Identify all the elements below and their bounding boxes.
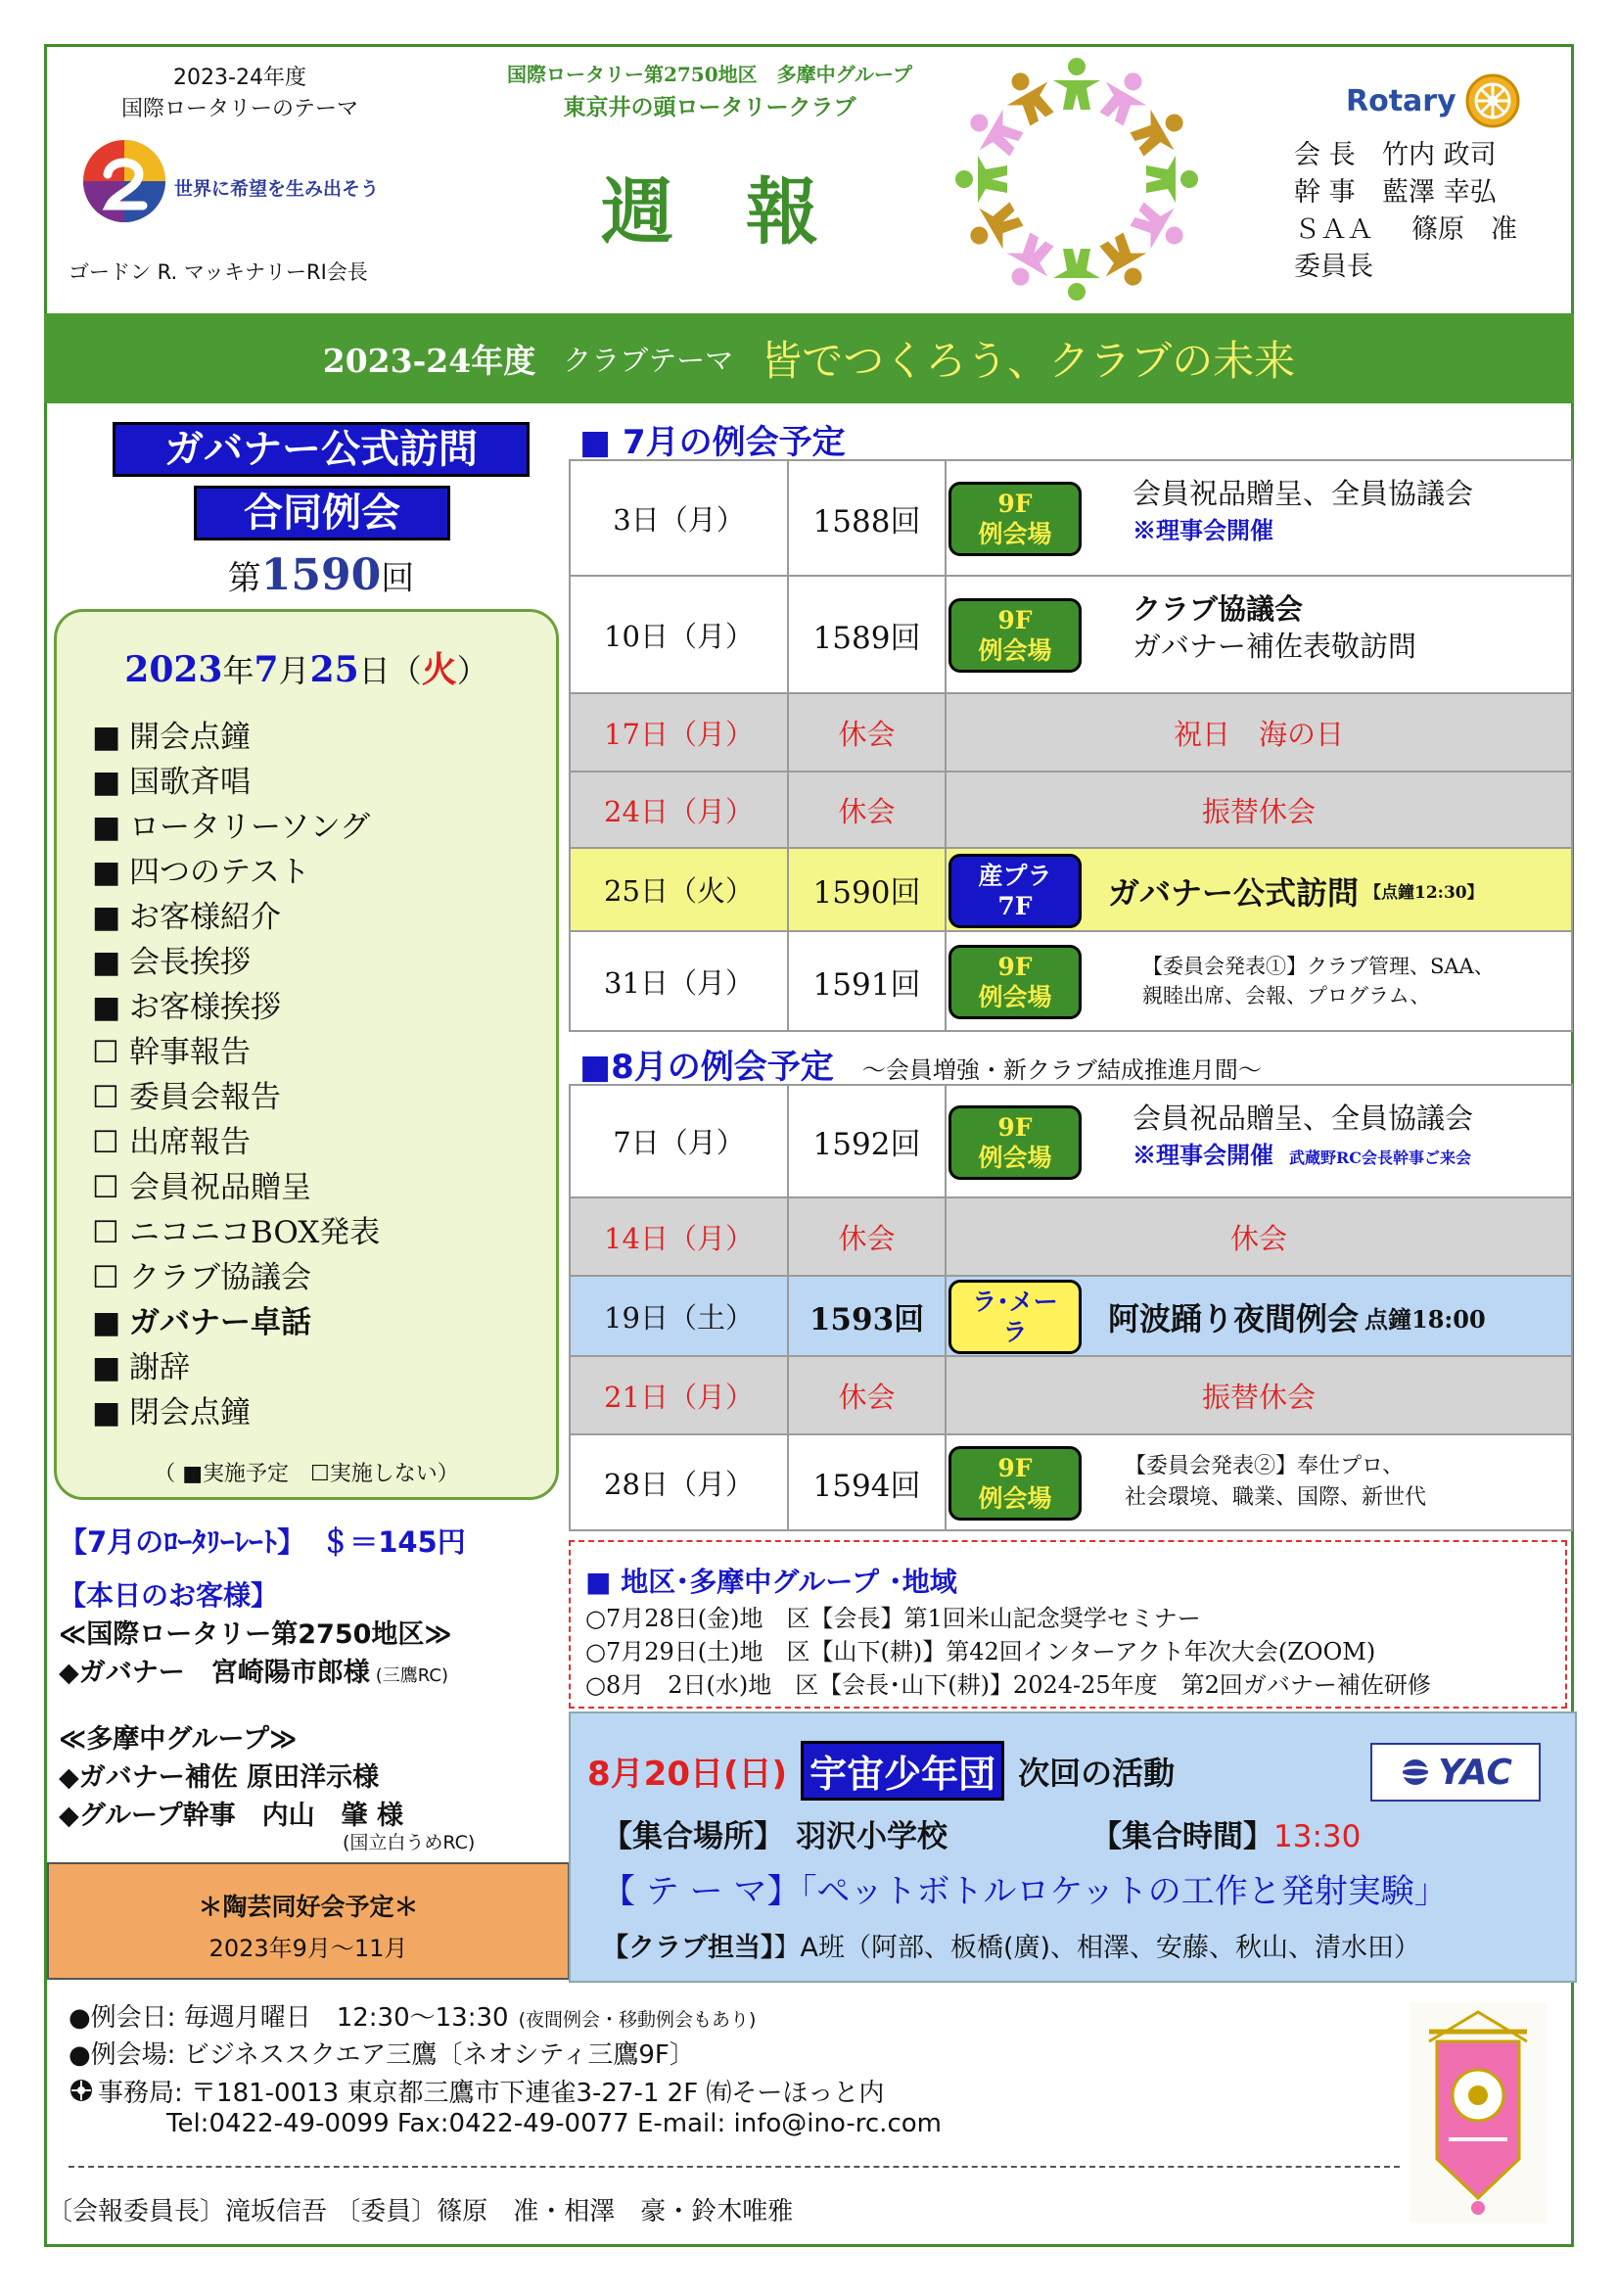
agenda-item [92, 1165, 542, 1210]
schedule-line: 【委員会発表①】クラブ管理、SAA、 [1142, 955, 1495, 978]
schedule-date: 7日（月） [570, 1085, 788, 1197]
meeting-number: 第1590回 [227, 550, 415, 600]
agenda-label: お客様挨拶 [129, 990, 281, 1025]
schedule-number: 休会 [788, 693, 946, 772]
schedule-note: 【点鐘12:30】 [1364, 883, 1484, 903]
ri-theme-logo [80, 137, 168, 225]
footer-office: 事務局: 〒181-0013 東京都三鷹市下連雀3-27-1 2F ㈲そーほっと内 [69, 2072, 942, 2109]
agenda-label: 委員会報告 [129, 1080, 281, 1115]
rate-label: 【7月のﾛｰﾀﾘｰﾚｰﾄ】 [59, 1525, 306, 1559]
agenda-label: 会員祝品贈呈 [129, 1170, 311, 1205]
schedule-row [570, 1356, 1572, 1434]
ring-figure [995, 63, 1062, 131]
ring-figure [995, 228, 1062, 297]
agenda-item [92, 985, 542, 1030]
agenda-label: 開会点鐘 [129, 720, 251, 755]
july-heading: ■ 7月の例会予定 [579, 423, 846, 462]
yac-club-row: 【クラブ担当】】A班（阿部、板橋(廣)、相澤、安藤、秋山、清水田） [602, 1933, 1421, 1963]
checked-box-icon: ■ [92, 1350, 121, 1385]
schedule-date: 14日（月） [570, 1197, 788, 1276]
officer-president: 会 長 竹内 政司 [1294, 140, 1497, 170]
officer-chair: 委員長 [1294, 252, 1373, 282]
schedule-note: 武蔵野RC会長幹事ご来会 [1289, 1148, 1472, 1167]
checked-box-icon: ■ [92, 720, 121, 755]
ring-figure [1126, 98, 1194, 164]
footer-venue: ●例会場: ビジネススクエア三鷹〔ネオシティ三鷹9F〕 [69, 2040, 695, 2070]
agenda-item [92, 1390, 542, 1435]
agenda-label: 会長挨拶 [129, 945, 251, 980]
agenda-label: ガバナー卓話 [129, 1305, 311, 1340]
schedule-row [570, 1276, 1572, 1356]
ring-figure [1091, 63, 1158, 131]
pottery-period: 2023年9月～11月 [208, 1935, 408, 1962]
ring-figure [1091, 228, 1158, 297]
officer-secretary: 幹 事 藍澤 幸弘 [1294, 177, 1497, 208]
schedule-detail [946, 931, 1572, 1031]
district-group: 国際ロータリー第2750地区 多摩中グループ [506, 63, 913, 86]
ring-figure [960, 98, 1029, 164]
yac-logo: YAC [1370, 1743, 1541, 1802]
guest-line: ≪多摩中グループ≫ [59, 1724, 298, 1755]
agenda-label: クラブ協議会 [129, 1260, 311, 1295]
agenda-legend: （ ■実施予定 ☐実施しない） [154, 1462, 459, 1486]
schedule-holiday: 振替休会 [946, 1356, 1572, 1434]
checked-box-icon: ■ [92, 855, 121, 890]
schedule-line: 会員祝品贈呈、全員協議会 [1133, 477, 1474, 510]
rotary-logo-text: Rotary [1346, 83, 1456, 118]
agenda-item [92, 895, 542, 940]
schedule-detail [946, 1085, 1572, 1197]
guest-line: ◆ガバナー補佐 原田洋示様 [59, 1762, 380, 1793]
agenda-label: お客様紹介 [129, 900, 281, 935]
july-schedule-table [569, 459, 1573, 1032]
district-item: ○7月28日(金)地 区【会長】第1回米山記念奨学セミナー [585, 1605, 1201, 1632]
schedule-number: 1594回 [788, 1434, 946, 1530]
yac-title-row [587, 1741, 1175, 1801]
footer-editors: 〔会報委員長〕滝坂信吾 〔委員〕篠原 准・相澤 豪・鈴木唯雅 [47, 2197, 794, 2226]
footer-info [69, 1997, 942, 2146]
schedule-note: 点鐘18:00 [1364, 1304, 1486, 1334]
pottery-box [47, 1862, 570, 1980]
schedule-row [570, 693, 1572, 772]
district-heading: ■ 地区･多摩中グループ ･地域 [585, 1566, 957, 1598]
ring-figure [1053, 58, 1100, 110]
district-list [585, 1602, 1431, 1702]
schedule-row [570, 772, 1572, 848]
august-heading-row [579, 1040, 1262, 1088]
agenda-item [92, 1300, 542, 1345]
schedule-line: 社会環境、職業、国際、新世代 [1125, 1485, 1427, 1510]
schedule-holiday: 休会 [946, 1197, 1572, 1276]
meeting-date: 2023年7月25日（火） [124, 649, 488, 690]
secretary-club: (国立白うめRC) [343, 1832, 476, 1853]
agenda-item [92, 1075, 542, 1120]
schedule-date: 25日（火） [570, 848, 788, 931]
agenda-item [92, 805, 542, 850]
schedule-line: クラブ協議会 [1133, 592, 1304, 626]
ring-figure [960, 194, 1029, 260]
agenda-item [92, 1120, 542, 1165]
agenda-label: ニコニコBOX発表 [129, 1215, 381, 1250]
theme-label: クラブテーマ [563, 343, 734, 377]
schedule-line: 親睦出席、会報、プログラム、 [1142, 984, 1431, 1007]
schedule-number: 1591回 [788, 931, 946, 1031]
schedule-detail [946, 848, 1572, 931]
officer-saa: ＳＡＡ 篠原 准 [1294, 214, 1517, 245]
yac-date: 8月20日(日) [587, 1755, 788, 1794]
schedule-date: 17日（月） [570, 693, 788, 772]
schedule-row [570, 1434, 1572, 1530]
schedule-line: ※理事会開催 [1133, 1141, 1273, 1169]
ri-year: 2023-24年度 [173, 66, 306, 90]
rotary-rate [59, 1521, 466, 1561]
schedule-holiday: 振替休会 [946, 772, 1572, 848]
agenda-item [92, 760, 542, 805]
schedule-number: 休会 [788, 1197, 946, 1276]
schedule-line: ガバナー補佐表敬訪問 [1133, 630, 1417, 663]
schedule-number: 1590回 [788, 848, 946, 931]
district-item: ○8月 2日(水)地 区【会長･山下(耕)】2024-25年度 第2回ガバナー補佐研修 [585, 1671, 1431, 1699]
schedule-date: 19日（土） [570, 1276, 788, 1356]
club-name: 東京井の頭ロータリークラブ [563, 94, 856, 120]
checked-box-icon: ■ [92, 945, 121, 980]
venue-badge: 9F 例会場 [948, 1105, 1082, 1180]
schedule-date: 31日（月） [570, 931, 788, 1031]
schedule-number: 1592回 [788, 1085, 946, 1197]
unchecked-box-icon: ☐ [92, 1080, 119, 1115]
venue-badge: 9F 例会場 [948, 1446, 1082, 1521]
agenda-item [92, 850, 542, 895]
schedule-detail [946, 576, 1572, 693]
schedule-date: 3日（月） [570, 460, 788, 576]
schedule-event: 阿波踊り夜間例会 [1108, 1300, 1360, 1337]
agenda-label: 謝辞 [129, 1350, 190, 1385]
schedule-date: 24日（月） [570, 772, 788, 848]
schedule-number: 休会 [788, 1356, 946, 1434]
schedule-detail [946, 1276, 1572, 1356]
schedule-number: 休会 [788, 772, 946, 848]
unchecked-box-icon: ☐ [92, 1035, 119, 1070]
rate-value: ＄＝145円 [321, 1525, 466, 1559]
schedule-number: 1593回 [788, 1276, 946, 1356]
yac-name: 宇宙少年団 [801, 1741, 1004, 1801]
theme-text: 皆でつくろう、クラブの未来 [761, 337, 1296, 385]
guest-line: ◆ガバナー 宮崎陽市郎様 (三鷹RC) [59, 1658, 448, 1688]
schedule-event: ガバナー公式訪問 [1108, 873, 1360, 912]
footer-meeting-day: ●例会日: 毎週月曜日 12:30～13:30 (夜間例会・移動例会もあり) [69, 2003, 757, 2033]
agenda-label: 四つのテスト [129, 855, 310, 890]
venue-badge: 9F 例会場 [948, 482, 1082, 556]
venue-badge: ラ･メー ラ [948, 1280, 1082, 1354]
august-heading: ■8月の例会予定 [579, 1048, 834, 1087]
checked-box-icon: ■ [92, 990, 121, 1025]
ring-figure [1126, 194, 1194, 260]
august-subheading: ～会員増強・新クラブ結成推進月間～ [861, 1056, 1262, 1084]
unchecked-box-icon: ☐ [92, 1260, 119, 1295]
schedule-detail [946, 460, 1572, 576]
meeting-banner-1: ガバナー公式訪問 [113, 422, 530, 477]
schedule-line: ※理事会開催 [1133, 516, 1273, 544]
agenda-item [92, 1345, 542, 1390]
venue-badge: 9F 例会場 [948, 945, 1082, 1019]
officers-list [1294, 137, 1517, 286]
schedule-row [570, 1085, 1572, 1197]
agenda-item [92, 715, 542, 760]
guests-list [59, 1616, 452, 1835]
rotary-logo [1346, 72, 1521, 129]
guests-title: 【本日のお客様】 [59, 1579, 279, 1612]
yac-next: 次回の活動 [1018, 1754, 1176, 1792]
schedule-row [570, 576, 1572, 693]
schedule-line: 【委員会発表②】奉仕プロ、 [1125, 1454, 1405, 1478]
schedule-row [570, 931, 1572, 1031]
agenda-item [92, 1255, 542, 1300]
pottery-title: ＊陶芸同好会予定＊ [198, 1893, 419, 1921]
schedule-row [570, 848, 1572, 931]
rotary-mark-icon [69, 2078, 94, 2103]
page-title: 週 報 [601, 170, 818, 255]
schedule-date: 28日（月） [570, 1434, 788, 1530]
ri-theme-label: 国際ロータリーのテーマ [120, 97, 358, 121]
schedule-number: 1588回 [788, 460, 946, 576]
checked-box-icon: ■ [92, 900, 121, 935]
guest-line: ≪国際ロータリー第2750地区≫ [59, 1619, 452, 1650]
agenda-label: 出席報告 [129, 1125, 251, 1160]
meeting-banner-2: 合同例会 [194, 486, 450, 540]
yac-planet-icon [1399, 1756, 1432, 1789]
schedule-line: 会員祝品贈呈、全員協議会 [1133, 1101, 1474, 1135]
friendship-ring-icon [949, 57, 1204, 302]
agenda-label: 幹事報告 [129, 1035, 251, 1070]
checked-box-icon: ■ [92, 810, 121, 845]
schedule-row [570, 1197, 1572, 1276]
club-header [489, 59, 930, 121]
unchecked-box-icon: ☐ [92, 1125, 119, 1160]
ri-president: ゴードン R. マッキナリーRI会長 [69, 260, 368, 284]
agenda-item [92, 1210, 542, 1255]
agenda-label: ロータリーソング [129, 810, 371, 845]
agenda-item [92, 1030, 542, 1075]
checked-box-icon: ■ [92, 1305, 121, 1340]
schedule-date: 21日（月） [570, 1356, 788, 1434]
agenda-list [92, 715, 542, 1435]
schedule-detail [946, 1434, 1572, 1530]
yac-time-row: 【集合時間】13:30 [1091, 1819, 1362, 1854]
club-theme-bar [44, 313, 1574, 403]
schedule-number: 1589回 [788, 576, 946, 693]
ring-figure [955, 156, 1007, 203]
schedule-date: 10日（月） [570, 576, 788, 693]
unchecked-box-icon: ☐ [92, 1170, 119, 1205]
venue-badge: 産プラ 7F [948, 854, 1082, 928]
yac-place-row: 【集合場所】 羽沢小学校 [602, 1819, 948, 1854]
ring-figure [1146, 156, 1198, 203]
checked-box-icon: ■ [92, 1395, 121, 1430]
footer-contact: Tel:0422-49-0099 Fax:0422-49-0077 E-mail: info@ino-rc.com [166, 2109, 942, 2138]
unchecked-box-icon: ☐ [92, 1215, 119, 1250]
guest-line: ◆グループ幹事 内山 肇 様 [59, 1801, 404, 1831]
schedule-row [570, 460, 1572, 576]
ri-theme-text: 世界に希望を生み出そう [174, 178, 380, 200]
venue-badge: 9F 例会場 [948, 598, 1082, 673]
ri-theme-block [103, 63, 377, 125]
rotary-wheel-icon [1464, 72, 1521, 129]
ring-figure [1053, 249, 1100, 301]
agenda-label: 国歌斉唱 [129, 765, 251, 800]
checked-box-icon: ■ [92, 765, 121, 800]
theme-year: 2023-24年度 [322, 341, 536, 380]
agenda-item [92, 940, 542, 985]
club-banner-pennant [1410, 2002, 1547, 2223]
agenda-label: 閉会点鐘 [129, 1395, 251, 1430]
august-schedule-table [569, 1084, 1573, 1531]
footer-divider [69, 2166, 1400, 2168]
district-item: ○7月29日(土)地 区【山下(耕)】第42回インターアクト年次大会(ZOOM) [585, 1638, 1376, 1665]
schedule-holiday: 祝日 海の日 [946, 693, 1572, 772]
yac-theme-row: 【 テ ー マ】「ペットボトルロケットの工作と発射実験」 [602, 1872, 1448, 1911]
